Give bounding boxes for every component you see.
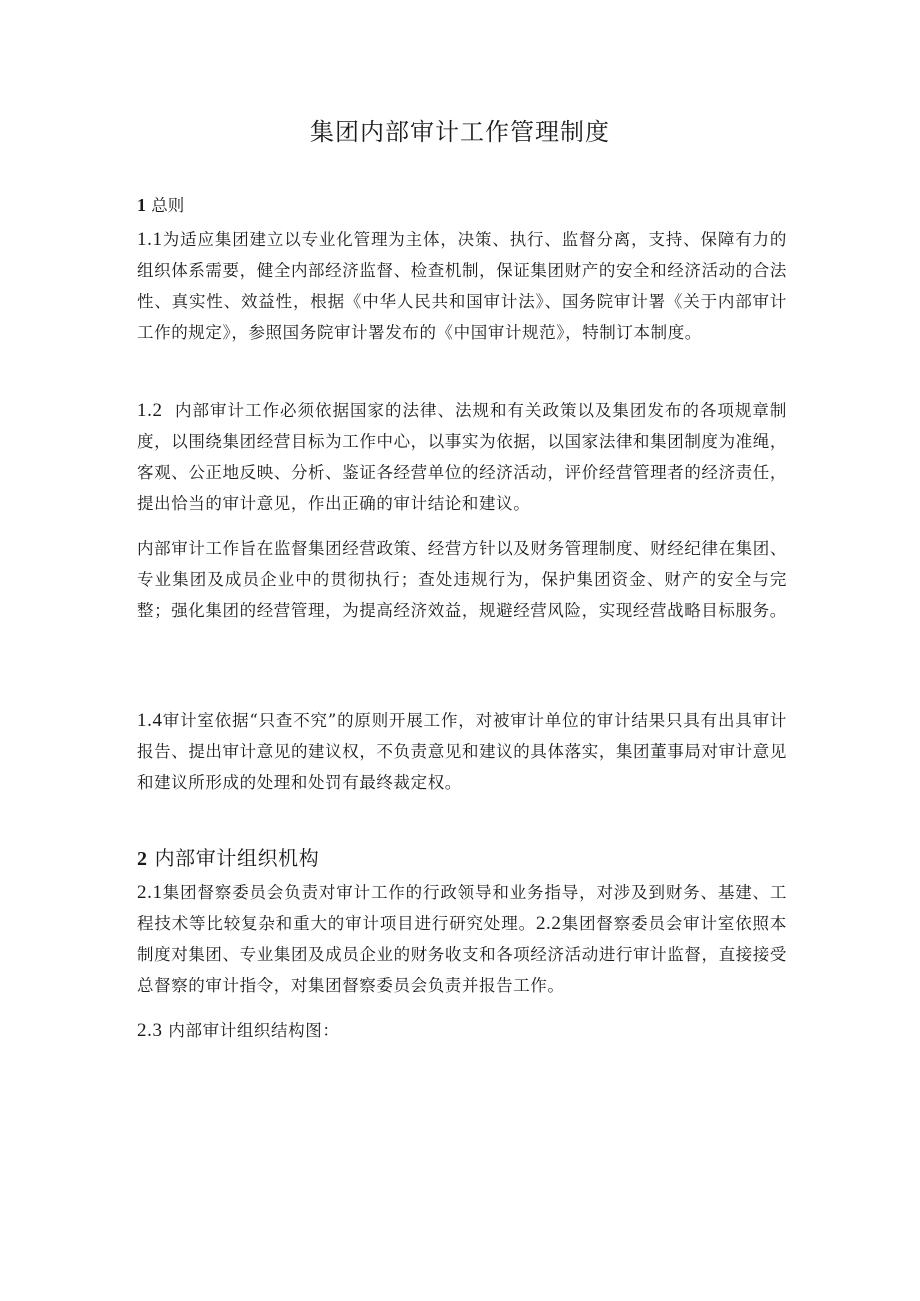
section-2-number: 2 [137, 848, 148, 870]
paragraph-1-1 [137, 224, 787, 348]
paragraph-1-4-number: 1.4 [137, 710, 163, 731]
section-2-heading [137, 840, 787, 877]
paragraph-2-3 [137, 1015, 787, 1046]
paragraph-2-3-text: 内部审计组织结构图： [168, 1021, 340, 1040]
paragraph-1-2-number: 1.2 [137, 400, 163, 421]
paragraph-2-1-2 [137, 877, 787, 1001]
paragraph-1-1-number: 1.1 [137, 229, 163, 250]
paragraph-2-1-text: 集团督察委员会负责对审计工作的行政领导和业务指导，对涉及到财务、基建、工程技术等比较复杂和重大的审计项目进行研究处理。 [137, 883, 787, 933]
paragraph-1-3 [137, 533, 787, 626]
paragraph-1-4 [137, 705, 787, 798]
paragraph-1-2-text: 内部审计工作必须依据国家的法律、法规和有关政策以及集团发布的各项规章制度，以围绕集团经营目标为工作中心，以事实为依据，以国家法律和集团制度为准绳，客观、公正地反映、分析、鉴证各经营单位的经济活动，评价经营管理者的经济责任，提出恰当的审计意见，作出正确的审计结论和建议。 [137, 401, 787, 513]
section-1-title: 总则 [151, 196, 185, 215]
section-1-heading [137, 190, 787, 221]
paragraph-1-3-text: 内部审计工作旨在监督集团经营政策、经营方针以及财务管理制度、财经纪律在集团、专业集团及成员企业中的贯彻执行；查处违规行为，保护集团资金、财产的安全与完整；强化集团的经营管理，为提高经济效益，规避经营风险，实现经营战略目标服务。 [137, 539, 787, 620]
section-1-number: 1 [137, 195, 146, 215]
paragraph-2-2-number: 2.2 [535, 913, 562, 934]
section-2-title: 内部审计组织机构 [154, 846, 320, 870]
paragraph-2-1-number: 2.1 [137, 882, 163, 903]
paragraph-2-2-text: 集团督察委员会审计室依照本制度对集团、专业集团及成员企业的财务收支和各项经济活动进行审计监督，直接接受总督察的审计指令，对集团督察委员会负责并报告工作。 [137, 914, 787, 995]
paragraph-1-4-text: 审计室依据“只查不究”的原则开展工作，对被审计单位的审计结果只具有出具审计报告、提出审计意见的建议权，不负责意见和建议的具体落实，集团董事局对审计意见和建议所形成的处理和处罚有最终裁定权。 [137, 711, 787, 792]
paragraph-1-1-text: 为适应集团建立以专业化管理为主体，决策、执行、监督分离，支持、保障有力的组织体系需要，健全内部经济监督、检查机制，保证集团财产的安全和经济活动的合法性、真实性、效益性，根据《中华人民共和国审计法》、国务院审计署《关于内部审计工作的规定》，参照国务院审计署发布的《中国审计规范》，特制订本制度。 [137, 230, 787, 342]
paragraph-2-3-number: 2.3 [137, 1020, 163, 1041]
document-title: 集团内部审计工作管理制度 [310, 118, 610, 146]
paragraph-1-2 [137, 395, 787, 519]
